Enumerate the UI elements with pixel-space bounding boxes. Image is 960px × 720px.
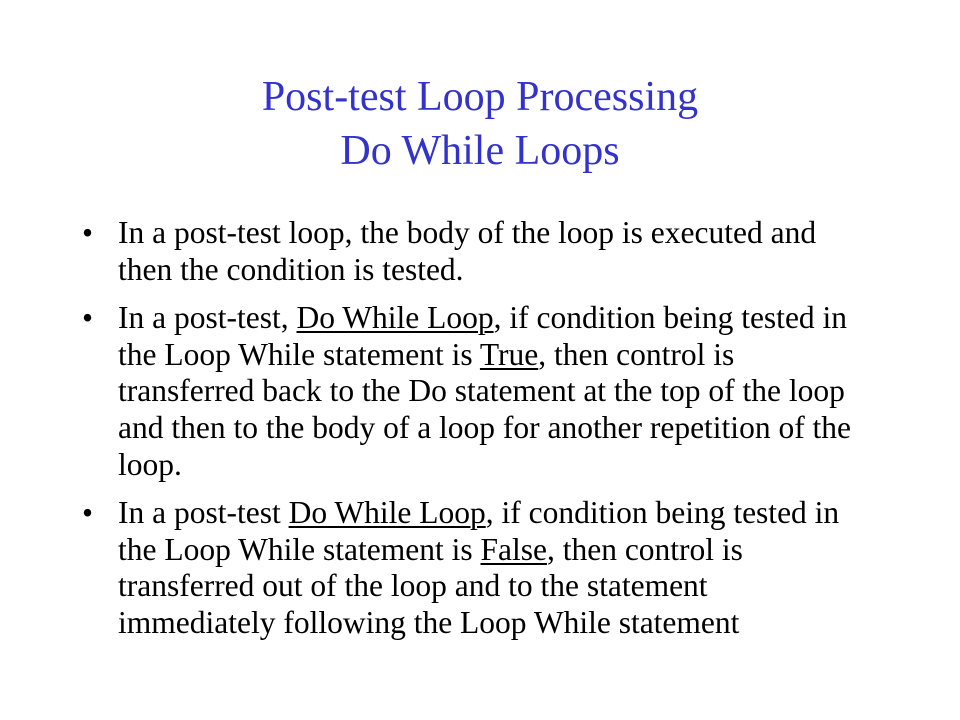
underlined-term: Do While Loop <box>296 300 494 336</box>
bullet-text-segment: In a post-test, <box>118 300 297 336</box>
bullet-icon: • <box>82 300 94 336</box>
bullet-text <box>118 495 839 640</box>
title-line-1: Post-test Loop Processing <box>261 74 699 120</box>
bullet-item-3 <box>72 495 872 641</box>
bullet-text-segment: In a post-test <box>118 495 289 531</box>
title-line-2: Do While Loops <box>340 128 620 174</box>
underlined-term: False <box>480 531 547 567</box>
bullet-text <box>118 300 851 481</box>
bullet-item-1 <box>72 215 872 288</box>
bullet-text-segment: , if condition being tested in the Loop While statement is <box>118 300 848 372</box>
bullet-icon: • <box>82 215 94 250</box>
bullet-text-segment: , then control is transferred back to the Do statement at the top of the loop and then to the body of a loop for another repetition of the loop. <box>118 336 852 482</box>
underlined-term: Do While Loop <box>288 495 486 531</box>
bullet-icon: • <box>82 495 94 531</box>
bullet-text-segment: In a post-test loop, the body of the loop is executed and then the condition is tested. <box>118 215 817 287</box>
bullet-text <box>118 215 816 287</box>
bullet-text-segment: , if condition being tested in the Loop While statement is <box>118 495 840 567</box>
bullet-list <box>72 215 872 654</box>
bullet-item-2 <box>72 300 872 483</box>
bullet-text-segment: , then control is transferred out of the loop and to the statement immediately following the Loop While statement <box>118 531 743 640</box>
underlined-term: True <box>479 336 539 372</box>
slide-title <box>0 70 960 178</box>
